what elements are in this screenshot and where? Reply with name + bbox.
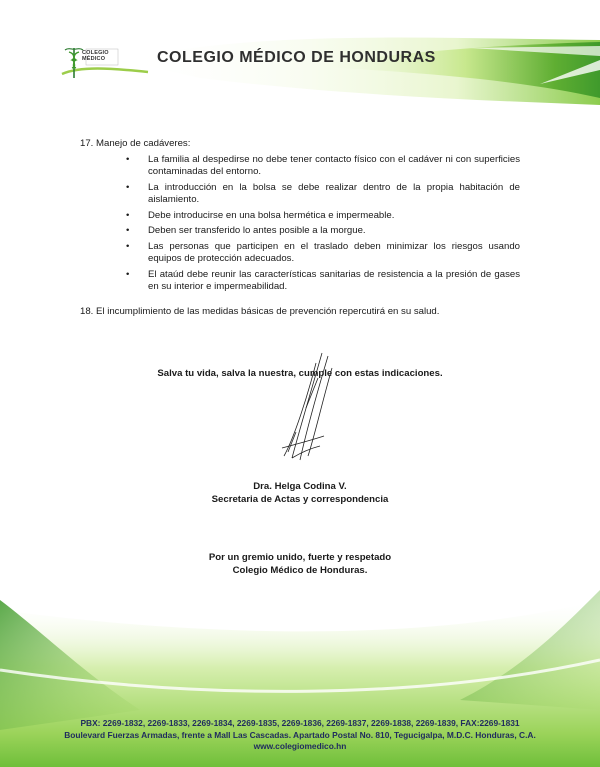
item-18: 18. El incumplimiento de las medidas básicas de prevención repercutirá en su salud. [80,305,440,317]
signer-role: Secretaria de Actas y correspondencia [211,494,389,505]
bullet-text: El ataúd debe reunir las características sanitarias de resistencia a la presión de gases en su interior e impermeabilidad. [148,268,520,292]
bullet-text: La familia al despedirse no debe tener contacto físico con el cadáver ni con superficies contaminadas del entorno. [148,153,520,177]
footer-address: Boulevard Fuerzas Armadas, frente a Mall Las Cascadas. Apartado Postal No. 810, Tegucigalpa, M.D.C. Honduras, C.A. [64,729,536,740]
bullet-text: Debe introducirse en una bolsa hermética e impermeable. [148,209,395,221]
motto: Salva tu vida, salva la nuestra, cumple con estas indicaciones. [157,368,443,379]
bullet-icon: • [126,153,130,165]
bullet-icon: • [126,268,130,280]
bullet-text: Las personas que participen en el traslado deben minimizar los riesgos usando equipos de protección adecuados. [148,240,520,264]
closing-line2: Colegio Médico de Honduras. [232,565,368,576]
logo-line2: MÉDICO [82,56,106,62]
footer-phones: PBX: 2269-1832, 2269-1833, 2269-1834, 2269-1835, 2269-1836, 2269-1837, 2269-1838, 2269-1839, FAX:2269-1831 [80,718,520,728]
signer-name: Dra. Helga Codina V. [253,481,347,492]
letterhead [0,0,600,110]
logo-wordmark [82,50,109,62]
document-body [80,138,520,318]
bullet-text: Deben ser transferido lo antes posible a la morgue. [148,225,366,236]
list-item [80,182,520,207]
bullet-icon: • [126,181,130,193]
item-17-heading: 17. Manejo de cadáveres: [80,138,191,149]
list-item [80,210,520,223]
organization-title: COLEGIO MÉDICO DE HONDURAS [157,49,436,66]
list-item [80,241,520,266]
list-item [80,225,520,238]
logo-line1: COLEGIO [82,50,109,56]
footer-website-link[interactable]: www.colegiomedico.hn [253,741,347,751]
bullet-icon: • [126,209,130,221]
bullet-text: La introducción en la bolsa se debe realizar dentro de la propia habitación de aislamiento. [148,181,520,205]
bullet-icon: • [126,225,130,236]
signer-block [0,480,600,506]
item-17-bullet-list [80,154,520,294]
footer-contact [0,718,600,753]
bullet-icon: • [126,240,130,252]
list-item [80,154,520,179]
handwritten-signature [262,348,352,468]
list-item [80,269,520,294]
closing-block [0,551,600,577]
closing-line1: Por un gremio unido, fuerte y respetado [208,552,392,563]
